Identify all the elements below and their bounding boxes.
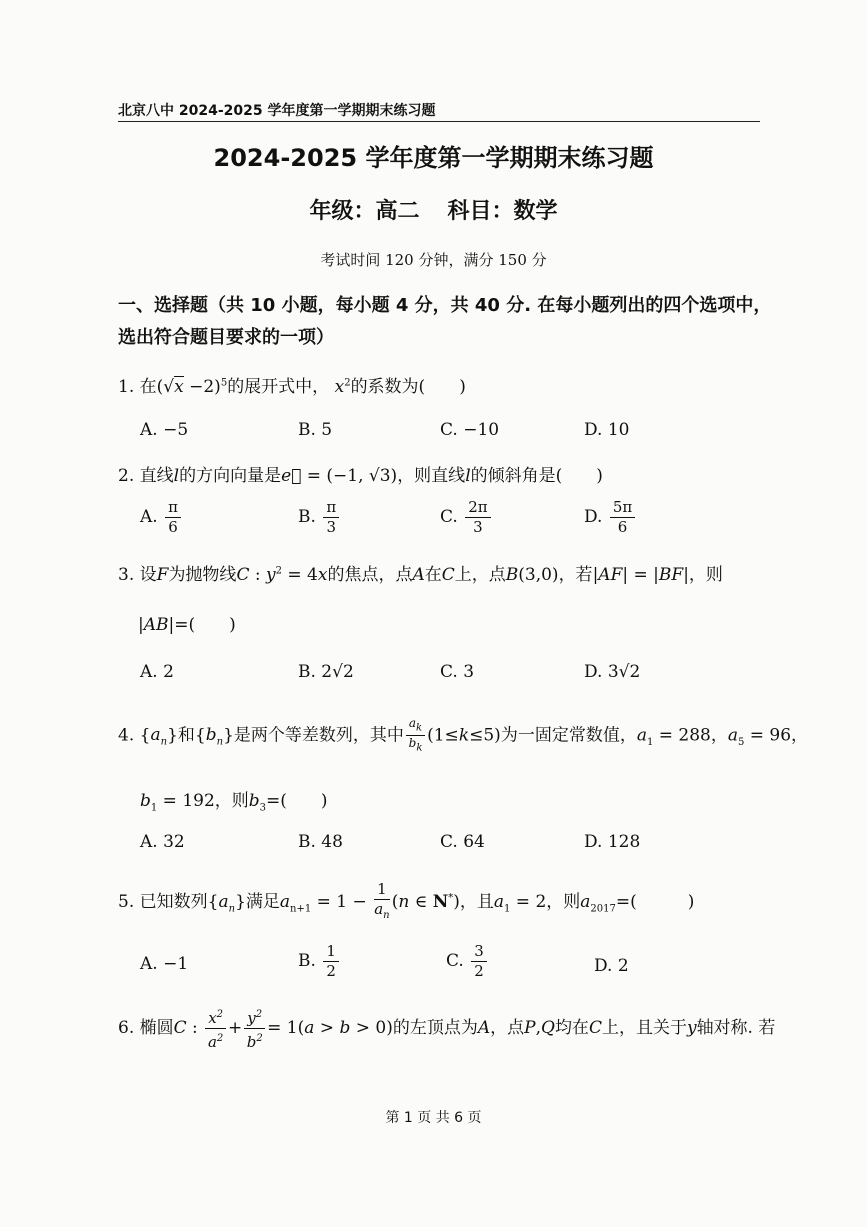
question-5: 5. 已知数列$\{a_n\}$满足$a_{n+1} = 1$ − $\frac{1}{a_n}$ (n ∈ N*)，且$a_1 = 2$，则$a_{2017}=$( ) bbox=[118, 880, 695, 921]
math-expression: l bbox=[173, 466, 180, 486]
question-text: 的倾斜角是( ) bbox=[470, 466, 603, 486]
page-title: 2024-2025 学年度第一学期期末练习题 bbox=[213, 144, 654, 172]
exam-info: 考试时间 120 分钟，满分 150 分 bbox=[320, 251, 547, 269]
option-c[interactable]: C. $\frac{2\pi}{3}$ bbox=[440, 498, 493, 537]
question-1: 1. 在$(√x -2)^5$的展开式中， $x^2$的系数为( ) bbox=[118, 377, 466, 397]
question-text: 均在 bbox=[554, 1018, 589, 1038]
question-text: 为一固定常数值， bbox=[500, 725, 637, 746]
option-d[interactable]: D. 2 bbox=[594, 956, 629, 976]
question-text: 的方向向量是 bbox=[179, 466, 282, 486]
question-4-line2: $b_1 = 192$，则$b_3=$( ) bbox=[140, 791, 328, 814]
option-c[interactable]: C. $\frac{3}{2}$ bbox=[446, 942, 489, 981]
question-text: =( ) bbox=[266, 791, 328, 811]
section-heading: 一、选择题（共 10 小题，每小题 4 分，共 40 分. 在每小题列出的四个选项中，选出符合题目要求的一项） bbox=[118, 295, 772, 348]
option-a[interactable]: A. $\frac{\pi}{6}$ bbox=[140, 498, 183, 537]
math-expression: l bbox=[465, 466, 471, 486]
question-text: =( ) bbox=[615, 892, 695, 912]
option-d[interactable]: D. 3√2 bbox=[584, 662, 641, 682]
question-text: 的系数为( ) bbox=[350, 377, 466, 397]
option-b[interactable]: B. 2√2 bbox=[298, 662, 354, 682]
question-number: 2. bbox=[118, 466, 135, 486]
math-expression: $(√x -2)^5$ bbox=[156, 377, 228, 397]
question-text: 椭圆 bbox=[139, 1018, 174, 1038]
question-text: ，则 bbox=[688, 565, 723, 585]
question-text: ，则直线 bbox=[397, 466, 466, 486]
question-text: ，若 bbox=[558, 565, 593, 585]
question-text: 为抛物线 bbox=[168, 565, 237, 585]
question-text: ，且 bbox=[459, 892, 494, 912]
question-text: 上，点 bbox=[454, 565, 506, 585]
question-text: 是两个等差数列，其中 bbox=[233, 725, 404, 746]
option-d[interactable]: D. 128 bbox=[584, 832, 641, 852]
option-d[interactable]: D. 10 bbox=[584, 420, 630, 440]
header-rule bbox=[118, 121, 760, 122]
question-text: ，则 bbox=[546, 892, 581, 912]
question-3-line2: |AB|=( ) bbox=[138, 615, 236, 635]
option-b[interactable]: B. 48 bbox=[298, 832, 343, 852]
question-text: 在 bbox=[424, 565, 442, 585]
question-4: 4. $\{a_n\}$和$\{b_n\}$是两个等差数列，其中 $\frac{a_k}{b_k}$ (1≤k≤5)为一固定常数值，$a_1 = 288$，$a_5 = 96$， bbox=[118, 716, 809, 754]
question-text: 的焦点，点 bbox=[327, 565, 413, 585]
question-text: 设 bbox=[139, 565, 157, 585]
question-number: 1. bbox=[118, 377, 135, 397]
question-number: 6. bbox=[118, 1018, 135, 1038]
question-text: ，则 bbox=[214, 791, 249, 811]
subject-label: 科目：数学 bbox=[447, 199, 558, 224]
question-text: 在 bbox=[139, 377, 157, 397]
option-a[interactable]: A. −1 bbox=[140, 954, 189, 974]
option-b[interactable]: B. $\frac{\pi}{3}$ bbox=[298, 498, 341, 537]
option-c[interactable]: C. 3 bbox=[440, 662, 475, 682]
question-2: 2. 直线l的方向向量是e⃗ = (−1, √3)，则直线l的倾斜角是( ) bbox=[118, 466, 603, 486]
option-a[interactable]: A. −5 bbox=[140, 420, 189, 440]
option-c[interactable]: C. 64 bbox=[440, 832, 485, 852]
question-text: 的展开式中， bbox=[227, 377, 330, 397]
option-d[interactable]: D. $\frac{5\pi}{6}$ bbox=[584, 498, 637, 537]
option-a[interactable]: A. 32 bbox=[140, 832, 185, 852]
question-3: 3. 设F为抛物线C : $y^2 = 4x$的焦点，点A在C上，点B(3,0)，若|AF| = |BF|，则 bbox=[118, 565, 723, 585]
option-b[interactable]: B. $\frac{1}{2}$ bbox=[298, 942, 341, 981]
grade-subject-line bbox=[0, 194, 867, 225]
question-text: 直线 bbox=[139, 466, 174, 486]
question-6: 6. 椭圆C : $\frac{x^2}{a^2}$ + $\frac{y^2}{b^2}$ = 1(a > b > 0)的左顶点为A，点P,Q均在C上，且关于y轴对称. 若 bbox=[118, 1005, 775, 1052]
question-text: ，点 bbox=[490, 1018, 525, 1038]
question-text: 上，且关于 bbox=[601, 1018, 687, 1038]
option-a[interactable]: A. 2 bbox=[140, 662, 174, 682]
option-b[interactable]: B. 5 bbox=[298, 420, 333, 440]
math-expression: e⃗ bbox=[281, 466, 302, 486]
question-text: 和 bbox=[177, 725, 195, 746]
question-text: 轴对称. 若 bbox=[696, 1018, 776, 1038]
option-c[interactable]: C. −10 bbox=[440, 420, 500, 440]
question-number: 4. bbox=[118, 725, 135, 746]
grade-label: 年级：高二 bbox=[309, 199, 420, 224]
question-text: =( ) bbox=[174, 615, 236, 635]
running-header: 北京八中 2024-2025 学年度第一学期期末练习题 bbox=[118, 103, 436, 119]
question-text: 已知数列 bbox=[139, 892, 208, 912]
question-number: 5. bbox=[118, 892, 135, 912]
question-number: 3. bbox=[118, 565, 135, 585]
question-text: 的左顶点为 bbox=[392, 1018, 478, 1038]
math-expression: x bbox=[334, 377, 345, 397]
page-footer: 第 1 页 共 6 页 bbox=[385, 1110, 482, 1126]
question-text: 满足 bbox=[245, 892, 280, 912]
